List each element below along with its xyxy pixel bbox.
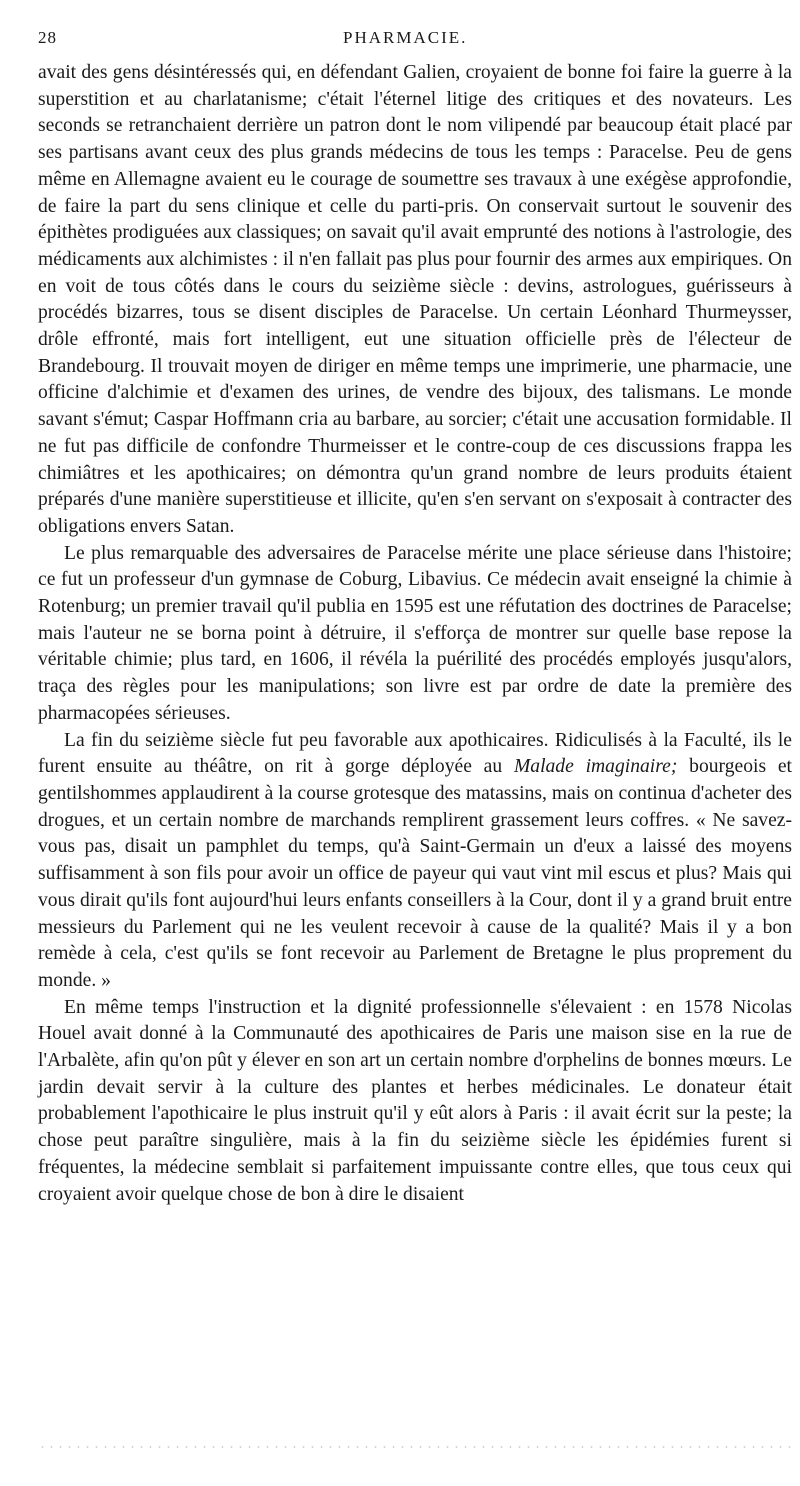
paragraph-2: Le plus remarquable des adversaires de Paracelse mérite une place sérieuse dans l'histoire; ce fut un professeur d'un gymnase de Coburg, Libavius. Ce médecin avait enseigné la chimie à Rotenburg; un premier travail qu'il publia en 1595 est une réfutation des doctrines de Paracelse; mais l'auteur ne se borna point à détruire, il s'efforça de montrer sur quelle base repose la véritable chimie; plus tard, en 1606, il révéla la puérilité des procédés employés jusqu'alors, traça des règles pour les manipulations; son livre est par ordre de date la première des pharmacopées sérieuses.	[38, 542, 792, 724]
play-title-italic: Malade imaginaire;	[513, 756, 678, 778]
running-head	[38, 28, 792, 58]
page-number: 28	[38, 28, 57, 47]
paragraph-4: En même temps l'instruction et la dignité professionnelle s'élevaient : en 1578 Nicolas Houel avait donné à la Communauté des apothicaires de Paris une maison sise en la rue de l'Arbalète, afin qu'on pût y élever en son art un certain nombre d'orphelins de bonnes mœurs. Le jardin devait servir à la culture des plantes et herbes médicinales. Le donateur était probablement l'apothicaire le plus instruit qu'il y eût alors à Paris : il avait écrit sur la peste; la chose peut paraître singulière, mais à la fin du seizième siècle les épidémies furent si fréquentes, la médecine semblait si parfaitement impuissante contre elles, que tous ceux qui croyaient avoir quelque chose de bon à dire le disaient	[38, 996, 792, 1205]
book-page	[38, 28, 792, 1208]
scan-specks	[38, 1446, 792, 1448]
paragraph-3	[38, 728, 792, 995]
paragraph-1: avait des gens désintéressés qui, en défendant Galien, croyaient de bonne foi faire la guerre à la superstition et au charlatanisme; c'était l'éternel litige des critiques et des novateurs. Les seconds se retranchaient derrière un patron dont le nom vilipendé par beaucoup était placé par ses partisans avant ceux des plus grands médecins de tous les temps : Paracelse. Peu de gens même en Allemagne avaient eu le courage de soumettre ses travaux à une exégèse approfondie, de faire la part du sens clinique et celle du parti-pris. On conservait surtout le souvenir des épithètes prodiguées aux classiques; on savait qu'il avait emprunté des notions à l'astrologie, des médicaments aux alchimistes : il n'en fallait pas plus pour fournir des armes aux empiriques. On en voit de tous côtés dans le cours du seizième siècle : devins, astrologues, guérisseurs à procédés bizarres, tous se disent disciples de Paracelse. Un certain Léonhard Thurmeysser, drôle effronté, mais fort intelligent, eut une situation officielle près de l'électeur de Brandebourg. Il trouvait moyen de diriger en même temps une imprimerie, une pharmacie, une officine d'alchimie et d'examen des urines, de vendre des bijoux, des talismans. Le monde savant s'émut; Caspar Hoffmann cria au barbare, au sorcier; c'était une accusation formidable. Il ne fut pas difficile de confondre Thurmeisser et le contre-coup de ces discussions frappa les chimiâtres et les apothicaires; on démontra qu'un grand nombre de leurs produits étaient préparés d'une manière superstitieuse et illicite, qu'en s'en servant on s'exposait à contracter des obligations envers Satan.	[38, 62, 792, 537]
paragraph-3-text-after: bourgeois et gentilshommes applaudirent à la course grotesque des matassins, mais on continua d'acheter des drogues, et un certain nombre de marchands remplirent grassement leurs coffres. « Ne savez-vous pas, disait un pamphlet du temps, qu'à Saint-Germain un d'eux a laissé des moyens suffisamment à son fils pour avoir un office de payeur qui vaut vint mil escus et plus? Mais qui vous dirait qu'ils font aujourd'hui leurs enfants conseillers à la Cour, dont il y a grand bruit entre messieurs du Parlement qui ne les veulent recevoir à cause de la qualité? Mais il y a bon remède à cela, c'est qu'ils se font recevoir au Parlement de Bretagne le plus proprement du monde. »	[38, 756, 792, 991]
body-text	[38, 60, 792, 1208]
paragraph-3-text-before: La fin du seizième siècle fut peu favorable aux apothicaires. Ridiculisés à la Faculté, ils le furent ensuite au théâtre, on rit à gorge déployée au	[38, 729, 792, 778]
running-title: PHARMACIE.	[343, 28, 468, 47]
